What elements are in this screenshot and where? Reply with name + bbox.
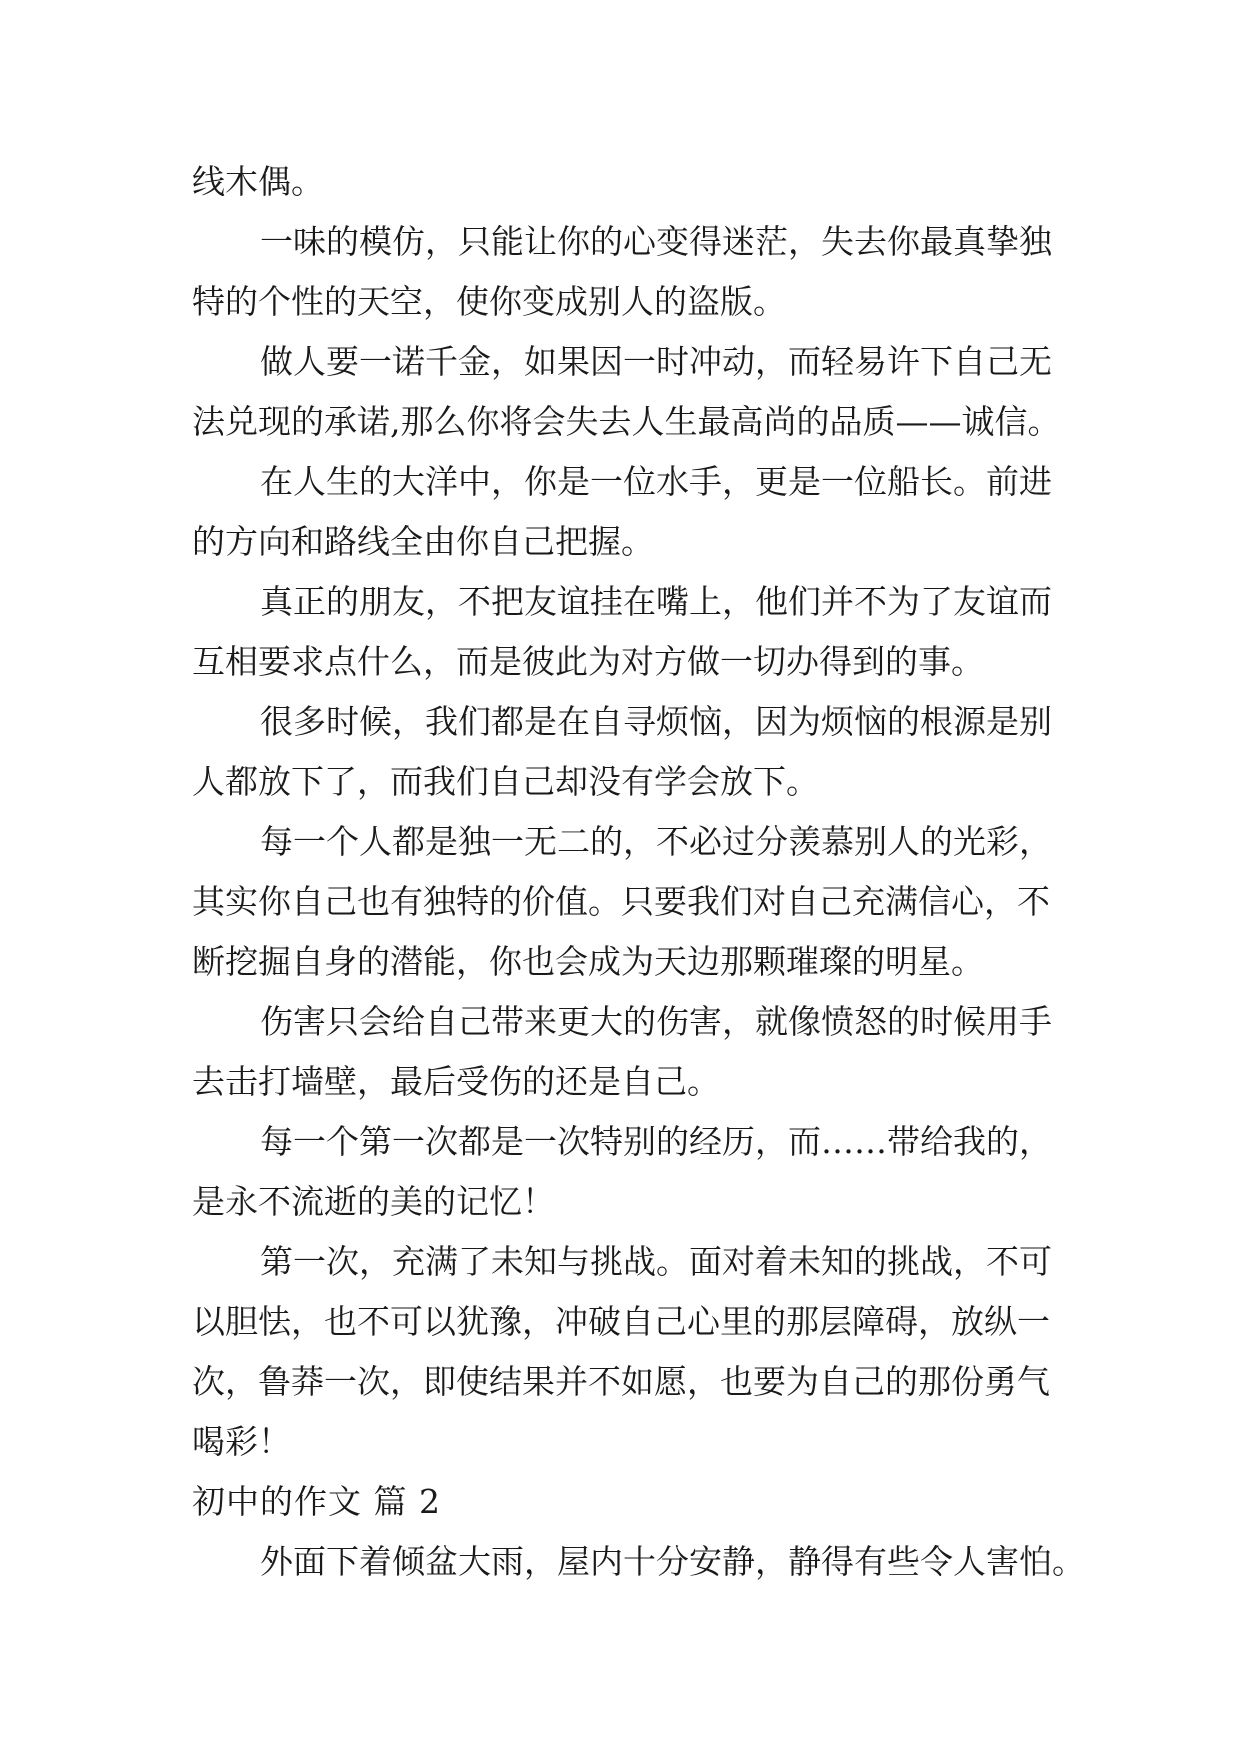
paragraph-start-line: 一味的模仿，只能让你的心变得迷茫，失去你最真挚独	[260, 222, 1052, 261]
paragraph-start-line: 很多时候，我们都是在自寻烦恼，因为烦恼的根源是别	[260, 702, 1052, 741]
text-line: 特的个性的天空，使你变成别人的盗版。	[192, 282, 786, 321]
text-line: 线木偶。	[192, 162, 324, 201]
text-line: 互相要求点什么，而是彼此为对方做一切办得到的事。	[192, 642, 984, 681]
document-body	[192, 152, 1085, 1592]
text-line: 人都放下了，而我们自己却没有学会放下。	[192, 762, 819, 801]
text-line: 法兑现的承诺,那么你将会失去人生最高尚的品质——诚信。	[192, 402, 1061, 441]
text-line: 的方向和路线全由你自己把握。	[192, 522, 654, 561]
paragraph-start-line: 外面下着倾盆大雨，屋内十分安静，静得有些令人害怕。	[260, 1542, 1085, 1581]
paragraph-start-line: 在人生的大洋中，你是一位水手，更是一位船长。前进	[260, 462, 1052, 501]
paragraph-start-line: 每一个第一次都是一次特别的经历，而……带给我的，	[260, 1122, 1052, 1161]
text-line: 断挖掘自身的潜能，你也会成为天边那颗璀璨的明星。	[192, 942, 984, 981]
text-line: 喝彩！	[192, 1422, 291, 1461]
paragraph-start-line: 第一次，充满了未知与挑战。面对着未知的挑战，不可	[260, 1242, 1052, 1281]
paragraph-start-line: 每一个人都是独一无二的，不必过分羡慕别人的光彩，	[260, 822, 1052, 861]
text-line: 其实你自己也有独特的价值。只要我们对自己充满信心，不	[192, 882, 1050, 921]
text-line: 是永不流逝的美的记忆！	[192, 1182, 555, 1221]
section-heading: 初中的作文 篇 2	[192, 1482, 441, 1521]
paragraph-start-line: 伤害只会给自己带来更大的伤害，就像愤怒的时候用手	[260, 1002, 1052, 1041]
paragraph-start-line: 真正的朋友，不把友谊挂在嘴上，他们并不为了友谊而	[260, 582, 1052, 621]
text-line: 次，鲁莽一次，即使结果并不如愿，也要为自己的那份勇气	[192, 1362, 1050, 1401]
text-line: 去击打墙壁，最后受伤的还是自己。	[192, 1062, 720, 1101]
text-line: 以胆怯，也不可以犹豫，冲破自己心里的那层障碍，放纵一	[192, 1302, 1050, 1341]
paragraph-start-line: 做人要一诺千金，如果因一时冲动，而轻易许下自己无	[260, 342, 1052, 381]
